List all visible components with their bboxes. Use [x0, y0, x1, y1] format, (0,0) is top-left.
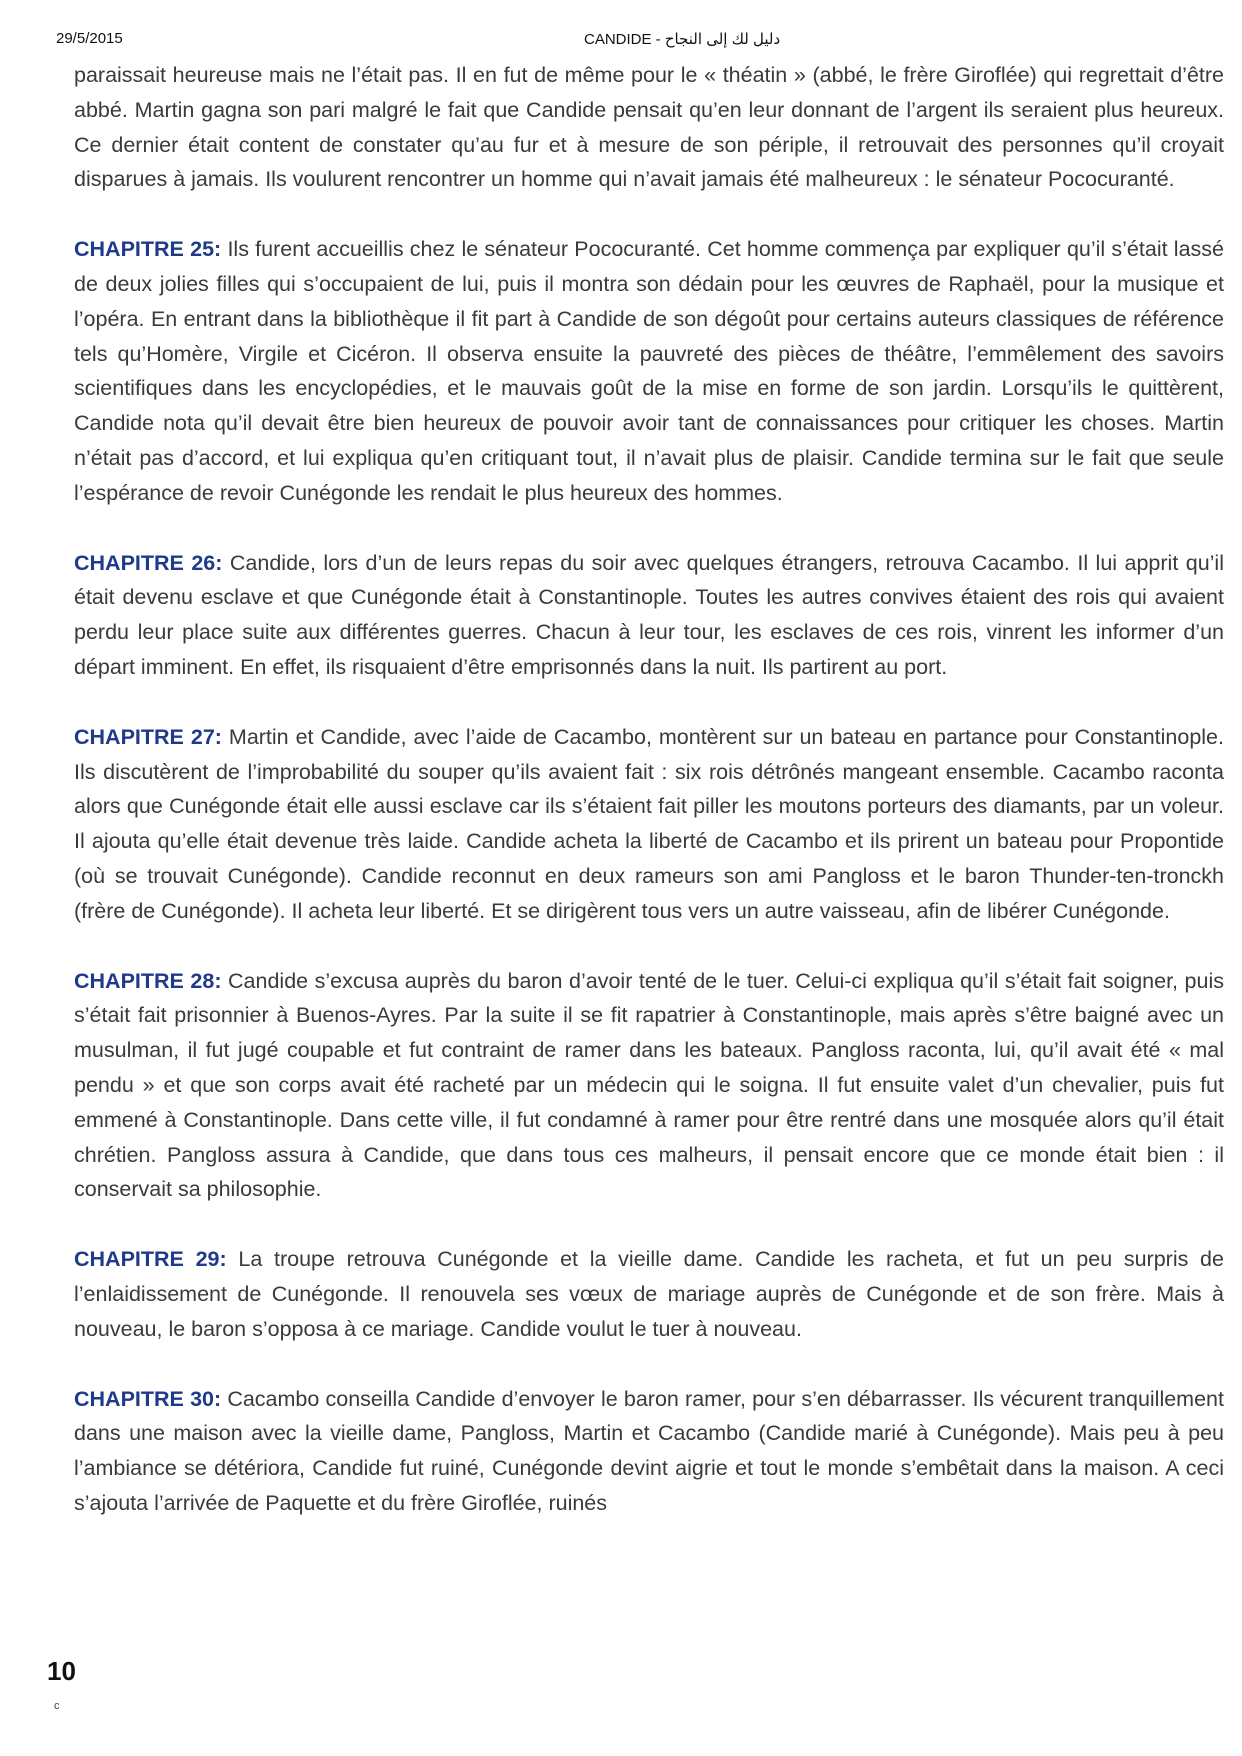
chapter-heading: CHAPITRE 29: [74, 1247, 227, 1272]
chapter-29-paragraph [74, 1242, 1224, 1346]
chapter-heading: CHAPITRE 26: [74, 550, 223, 575]
paragraph-text: Candide, lors d’un de leurs repas du soir avec quelques étrangers, retrouva Cacambo. Il lui apprit qu’il était devenu esclave et que Cunégonde était à Constantinople. Toutes les autres convives étaient des rois qui avaient perdu leur place suite aux différentes guerres. Chacun à leur tour, les esclaves de ces rois, vinrent les informer d’un départ imminent. En effet, ils risquaient d’être emprisonnés dans la nuit. Ils partirent au port. [74, 550, 1224, 679]
chapter-28-paragraph [74, 964, 1224, 1208]
page-mark: c [54, 1700, 60, 1712]
chapter-heading: CHAPITRE 27: [74, 724, 222, 749]
chapter-heading: CHAPITRE 25: [74, 237, 222, 262]
chapter-30-paragraph [74, 1382, 1224, 1521]
print-header [56, 30, 1186, 52]
page-number: 10 [47, 1656, 76, 1686]
chapter-heading: CHAPITRE 30: [74, 1386, 222, 1411]
paragraph-continuation [74, 58, 1224, 197]
document-body [74, 58, 1224, 1556]
paragraph-text: La troupe retrouva Cunégonde et la vieille dame. Candide les racheta, et fut un peu surpris de l’enlaidissement de Cunégonde. Il renouvela ses vœux de mariage auprès de Cunégonde et de son frère. Mais à nouveau, le baron s’opposa à ce mariage. Candide voulut le tuer à nouveau. [74, 1247, 1224, 1341]
print-title: CANDIDE - دليل لك إلى النجاح [584, 31, 781, 48]
paragraph-text: Cacambo conseilla Candide d’envoyer le baron ramer, pour s’en débarrasser. Ils vécurent tranquillement dans une maison avec la vieille dame, Pangloss, Martin et Cacambo (Candide marié à Cunégonde). Mais peu à peu l’ambiance se détériora, Candide fut ruiné, Cunégonde devint aigrie et tout le monde s’embêtait dans la maison. A ceci s’ajouta l’arrivée de Paquette et du frère Giroflée, ruinés [74, 1386, 1224, 1515]
paragraph-text: Ils furent accueillis chez le sénateur Pococuranté. Cet homme commença par expliquer qu’il s’était lassé de deux jolies filles qui s’occupaient de lui, puis il montra son dédain pour les œuvres de Raphaël, pour la musique et l’opéra. En entrant dans la bibliothèque il fit part à Candide de son dégoût pour certains auteurs classiques de référence tels qu’Homère, Virgile et Cicéron. Il observa ensuite la pauvreté des pièces de théâtre, l’emmêlement des savoirs scientifiques dans les encyclopédies, et le mauvais goût de la mise en forme de son jardin. Lorsqu’ils le quittèrent, Candide nota qu’il devait être bien heureux de pouvoir avoir tant de connaissances pour critiquer les choses. Martin n’était pas d’accord, et lui expliqua qu’en critiquant tout, il n’avait plus de plaisir. Candide termina sur le fait que seule l’espérance de revoir Cunégonde les rendait le plus heureux des hommes. [74, 237, 1224, 505]
chapter-heading: CHAPITRE 28: [74, 968, 222, 993]
print-date: 29/5/2015 [56, 30, 123, 47]
chapter-27-paragraph [74, 720, 1224, 929]
paragraph-text: Martin et Candide, avec l’aide de Cacambo, montèrent sur un bateau en partance pour Constantinople. Ils discutèrent de l’improbabilité du souper qu’ils avaient fait : six rois détrônés mangeant ensemble. Cacambo raconta alors que Cunégonde était elle aussi esclave car ils s’étaient fait piller les moutons porteurs des diamants, par un voleur. Il ajouta qu’elle était devenue très laide. Candide acheta la liberté de Cacambo et ils prirent un bateau pour Propontide (où se trouvait Cunégonde). Candide reconnut en deux rameurs son ami Pangloss et le baron Thunder-ten-tronckh (frère de Cunégonde). Il acheta leur liberté. Et se dirigèrent tous vers un autre vaisseau, afin de libérer Cunégonde. [74, 724, 1224, 923]
paragraph-text: Candide s’excusa auprès du baron d’avoir tenté de le tuer. Celui-ci expliqua qu’il s’était fait soigner, puis s’était fait prisonnier à Buenos-Ayres. Par la suite il se fit rapatrier à Constantinople, mais après s’être baigné avec un musulman, il fut jugé coupable et fut contraint de ramer dans les bateaux. Pangloss raconta, lui, qu’il avait été « mal pendu » et que son corps avait été racheté par un médecin qui le soigna. Il fut ensuite valet d’un chevalier, puis fut emmené à Constantinople. Dans cette ville, il fut condamné à ramer pour être rentré dans une mosquée alors qu’il était chrétien. Pangloss assura à Candide, que dans tous ces malheurs, il pensait encore que ce monde était bien : il conservait sa philosophie. [74, 968, 1224, 1202]
chapter-25-paragraph [74, 232, 1224, 510]
paragraph-text: paraissait heureuse mais ne l’était pas. Il en fut de même pour le « théatin » (abbé, le frère Giroflée) qui regrettait d’être abbé. Martin gagna son pari malgré le fait que Candide pensait qu’en leur donnant de l’argent ils seraient plus heureux. Ce dernier était content de constater qu’au fur et à mesure de son périple, il retrouvait des personnes qu’il croyait disparues à jamais. Ils voulurent rencontrer un homme qui n’avait jamais été malheureux : le sénateur Pococuranté. [74, 63, 1224, 192]
chapter-26-paragraph [74, 546, 1224, 685]
